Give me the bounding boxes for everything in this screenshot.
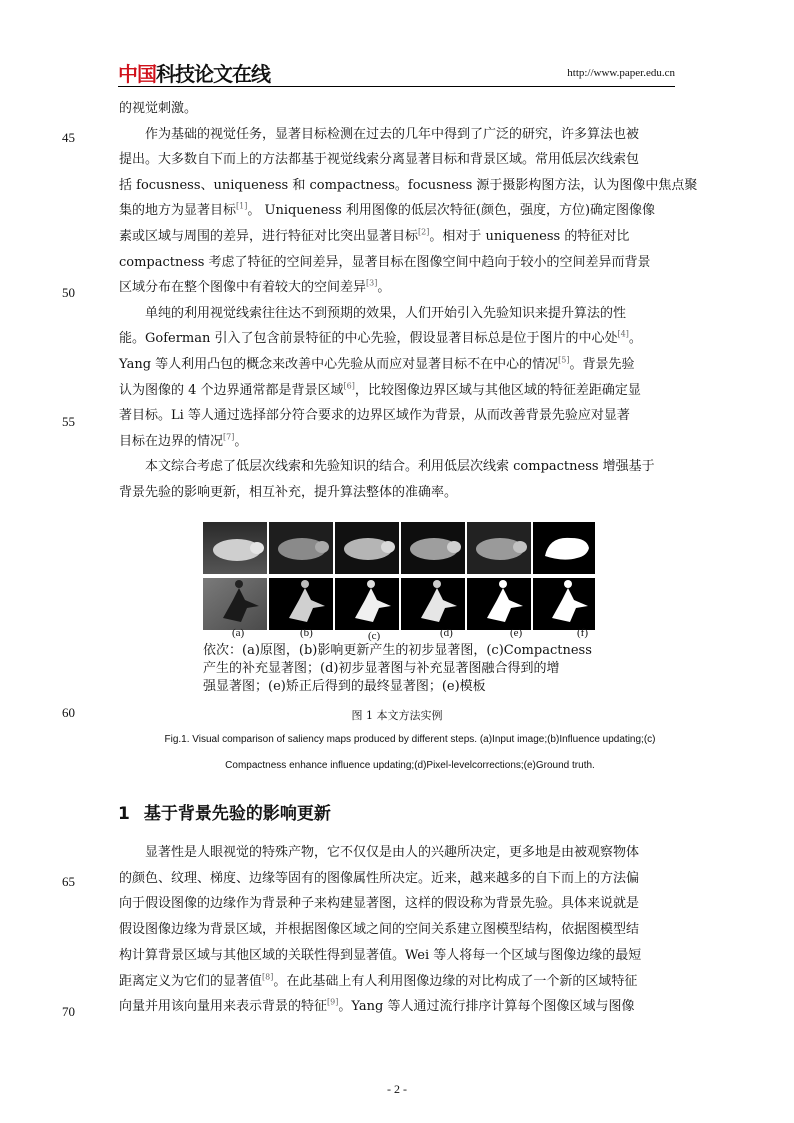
figure-note-line: 依次：(a)原图，(b)影响更新产生的初步显著图，(c)Compactness bbox=[203, 643, 592, 658]
figure-note-line: 强显著图；(e)矫正后得到的最终显著图；(e)模板 bbox=[203, 679, 486, 694]
text-line: 距离定义为它们的显著值[8]。在此基础上有人利用图像边缘的对比构成了一个新的区域特征 bbox=[119, 972, 638, 989]
text-line: compactness 考虑了特征的空间差异，显著目标在图像空间中趋向于较小的空间差异而背景 bbox=[119, 254, 651, 270]
sublabel-b: (b) bbox=[300, 627, 313, 639]
text-line: 构计算背景区域与其他区域的关联性得到显著值。Wei 等人将每一个区域与图像边缘的最短 bbox=[119, 947, 642, 963]
citation-marker[interactable]: [3] bbox=[366, 278, 378, 288]
sublabel-f: (f) bbox=[577, 627, 588, 639]
text-line: 单纯的利用视觉线索往往达不到预期的效果，人们开始引入先验知识来提升算法的性 bbox=[119, 305, 627, 321]
sublabel-d: (d) bbox=[440, 627, 453, 639]
citation-marker[interactable]: [2] bbox=[418, 227, 430, 237]
citation-marker[interactable]: [7] bbox=[223, 432, 235, 442]
section-heading bbox=[118, 799, 331, 824]
logo-red-text: 中国 bbox=[118, 62, 156, 86]
text-line: 括 focusness、uniqueness 和 compactness。focusness 源于摄影构图方法，认为图像中焦点聚 bbox=[119, 177, 698, 193]
text-line: 背景先验的影响更新，相互补充，提升算法整体的准确率。 bbox=[119, 485, 458, 500]
text-line: Yang 等人利用凸包的概念来改善中心先验从而应对显著目标不在中心的情况[5]。背景先验 bbox=[119, 355, 635, 372]
sublabel-e: (e) bbox=[510, 627, 523, 639]
line-number: 45 bbox=[62, 130, 75, 145]
text-line: 目标在边界的情况[7]。 bbox=[119, 432, 248, 449]
logo-black-text: 科技论文在线 bbox=[156, 62, 270, 86]
sublabel-a: (a) bbox=[232, 627, 245, 639]
section-title: 基于背景先验的影响更新 bbox=[143, 804, 331, 824]
text-line: 作为基础的视觉任务，显著目标检测在过去的几年中得到了广泛的研究，许多算法也被 bbox=[119, 126, 640, 142]
line-number: 70 bbox=[62, 1004, 75, 1019]
text-line: 提出。大多数自下而上的方法都基于视觉线索分离显著目标和背景区域。常用低层次线索包 bbox=[119, 152, 640, 168]
text-line: 集的地方为显著目标[1]。 Uniqueness 利用图像的低层次特征(颜色，强度，方位)确定图像像 bbox=[119, 202, 656, 219]
figure-caption-en-line: Compactness enhance influence updating;(d)Pixel-levelcorrections;(e)Ground truth. bbox=[225, 760, 595, 771]
citation-marker[interactable]: [8] bbox=[262, 972, 274, 982]
text-line: 向量并用该向量用来表示背景的特征[9]。Yang 等人通过流行排序计算每个图像区域与图像 bbox=[119, 997, 635, 1015]
text-line: 认为图像的 4 个边界通常都是背景区域[6]，比较图像边界区域与其他区域的特征差距确定显 bbox=[119, 381, 641, 398]
figure-note-line: 产生的补充显著图；(d)初步显著图与补充显著图融合得到的增 bbox=[203, 661, 560, 676]
text-line: 区域分布在整个图像中有着较大的空间差异[3]。 bbox=[119, 278, 391, 296]
section-number: 1 bbox=[118, 804, 130, 824]
row-1-thumbnails bbox=[203, 522, 595, 574]
text-line: 显著性是人眼视觉的特殊产物，它不仅仅是由人的兴趣所决定，更多地是由被观察物体 bbox=[119, 845, 640, 860]
row-2-thumbnails bbox=[203, 578, 595, 630]
page-header bbox=[118, 56, 675, 87]
citation-marker[interactable]: [4] bbox=[617, 330, 629, 340]
text-line: 能。Goferman 引入了包含前景特征的中心先验，假设显著目标总是位于图片的中心处[4]。 bbox=[119, 330, 642, 347]
text-line: 的视觉刺激。 bbox=[119, 101, 198, 116]
line-number: 65 bbox=[62, 874, 75, 889]
journal-logo bbox=[118, 58, 270, 87]
saliency-comparison-figure bbox=[203, 522, 595, 634]
line-number: 60 bbox=[62, 705, 75, 720]
line-number: 55 bbox=[62, 414, 75, 429]
citation-marker[interactable]: [6] bbox=[343, 381, 355, 391]
figure-caption-en-line: Fig.1. Visual comparison of saliency maps produced by different steps. (a)Input image;(b)Influence updating;(c) bbox=[164, 734, 656, 745]
citation-marker[interactable]: [1] bbox=[236, 202, 248, 212]
citation-marker[interactable]: [5] bbox=[558, 355, 570, 365]
text-line: 向于假设图像的边缘作为背景种子来构建显著图，这样的假设称为背景先验。具体来说就是 bbox=[119, 896, 640, 912]
figure-caption-cn: 图 1 本文方法实例 bbox=[351, 709, 443, 722]
line-number: 50 bbox=[62, 285, 75, 300]
text-line: 的颜色、纹理、梯度、边缘等固有的图像属性所决定。近来，越来越多的自下而上的方法偏 bbox=[119, 870, 640, 886]
text-line: 假设图像边缘为背景区域，并根据图像区域之间的空间关系建立图模型结构，依据图模型结 bbox=[119, 922, 640, 938]
text-line: 著目标。Li 等人通过选择部分符合要求的边界区域作为背景，从而改善背景先验应对显著 bbox=[119, 408, 630, 424]
text-line: 素或区域与周围的差异，进行特征对比突出显著目标[2]。相对于 uniqueness 的特征对比 bbox=[119, 227, 630, 244]
figure-1-image-grid bbox=[203, 522, 595, 634]
sublabel-c: (c) bbox=[368, 630, 381, 642]
header-url[interactable]: http://www.paper.edu.cn bbox=[567, 67, 675, 79]
citation-marker[interactable]: [9] bbox=[327, 997, 339, 1007]
text-line: 本文综合考虑了低层次线索和先验知识的结合。利用低层次线索 compactness 增强基于 bbox=[119, 459, 655, 475]
page-number: - 2 - bbox=[387, 1082, 407, 1096]
